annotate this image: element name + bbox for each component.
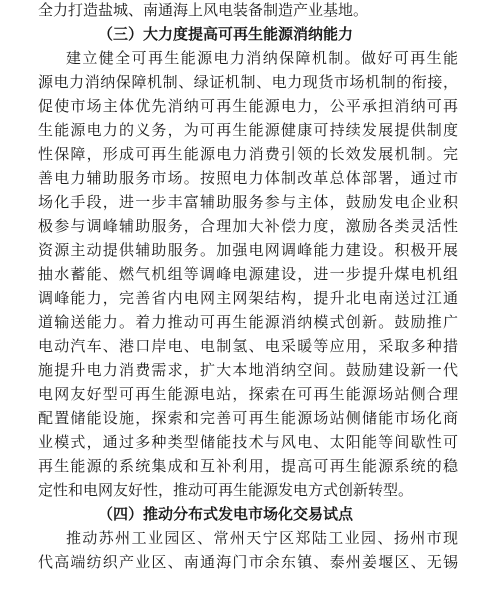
section3-line: 定性和电网友好性，推动可再生能源发电方式创新转型。 xyxy=(38,481,414,499)
section3-line: 配置储能设施，探索和完善可再生能源场站侧储能市场化商 xyxy=(38,409,458,427)
section3-line: 促使市场主体优先消纳可再生能源电力，公平承担消纳可再 xyxy=(38,97,458,115)
section3-line: 再生能源的系统集成和互补利用，提高可再生能源系统的稳 xyxy=(38,457,458,475)
paragraph-line-top: 全力打造盐城、南通海上风电装备制造产业基地。 xyxy=(38,1,369,19)
section3-line: 调峰能力，完善省内电网主网架结构，提升北电南送过江通 xyxy=(38,289,458,307)
section3-line: 业模式，通过多种类型储能技术与风电、太阳能等间歇性可 xyxy=(38,433,458,451)
section3-line: 性保障，形成可再生能源电力消费引领的长效发展机制。完 xyxy=(38,145,458,163)
section3-line: 抽水蓄能、燃气机组等调峰电源建设，进一步提升煤电机组 xyxy=(38,265,458,283)
section3-line: 资源主动提供辅助服务。加强电网调峰能力建设。积极开展 xyxy=(38,241,458,259)
section4-line: 代高端纺织产业区、南通海门市余东镇、泰州姜堰区、无锡 xyxy=(38,553,458,571)
section3-line: 善电力辅助服务市场。按照电力体制改革总体部署，通过市 xyxy=(38,169,458,187)
section-heading-4: （四）推动分布式发电市场化交易试点 xyxy=(98,505,354,523)
section3-line: 源电力消纳保障机制、绿证机制、电力现货市场机制的衔接， xyxy=(38,73,458,91)
section4-line: 推动苏州工业园区、常州天宁区郑陆工业园、扬州市现 xyxy=(66,529,458,547)
section3-line: 建立健全可再生能源电力消纳保障机制。做好可再生能 xyxy=(66,49,458,67)
section3-line: 场化手段，进一步丰富辅助服务参与主体，鼓励发电企业积 xyxy=(38,193,458,211)
section3-line: 极参与调峰辅助服务，合理加大补偿力度，激励各类灵活性 xyxy=(38,217,458,235)
section-heading-3: （三）大力度提高可再生能源消纳能力 xyxy=(98,25,354,43)
section3-line: 电网友好型可再生能源电站，探索在可再生能源场站侧合理 xyxy=(38,385,458,403)
section3-line: 道输送能力。着力推动可再生能源消纳模式创新。鼓励推广 xyxy=(38,313,458,331)
section3-line: 施提升电力消费需求，扩大本地消纳空间。鼓励建设新一代 xyxy=(38,361,458,379)
section3-line: 电动汽车、港口岸电、电制氢、电采暖等应用，采取多种措 xyxy=(38,337,458,355)
section3-line: 生能源电力的义务，为可再生能源健康可持续发展提供制度 xyxy=(38,121,458,139)
